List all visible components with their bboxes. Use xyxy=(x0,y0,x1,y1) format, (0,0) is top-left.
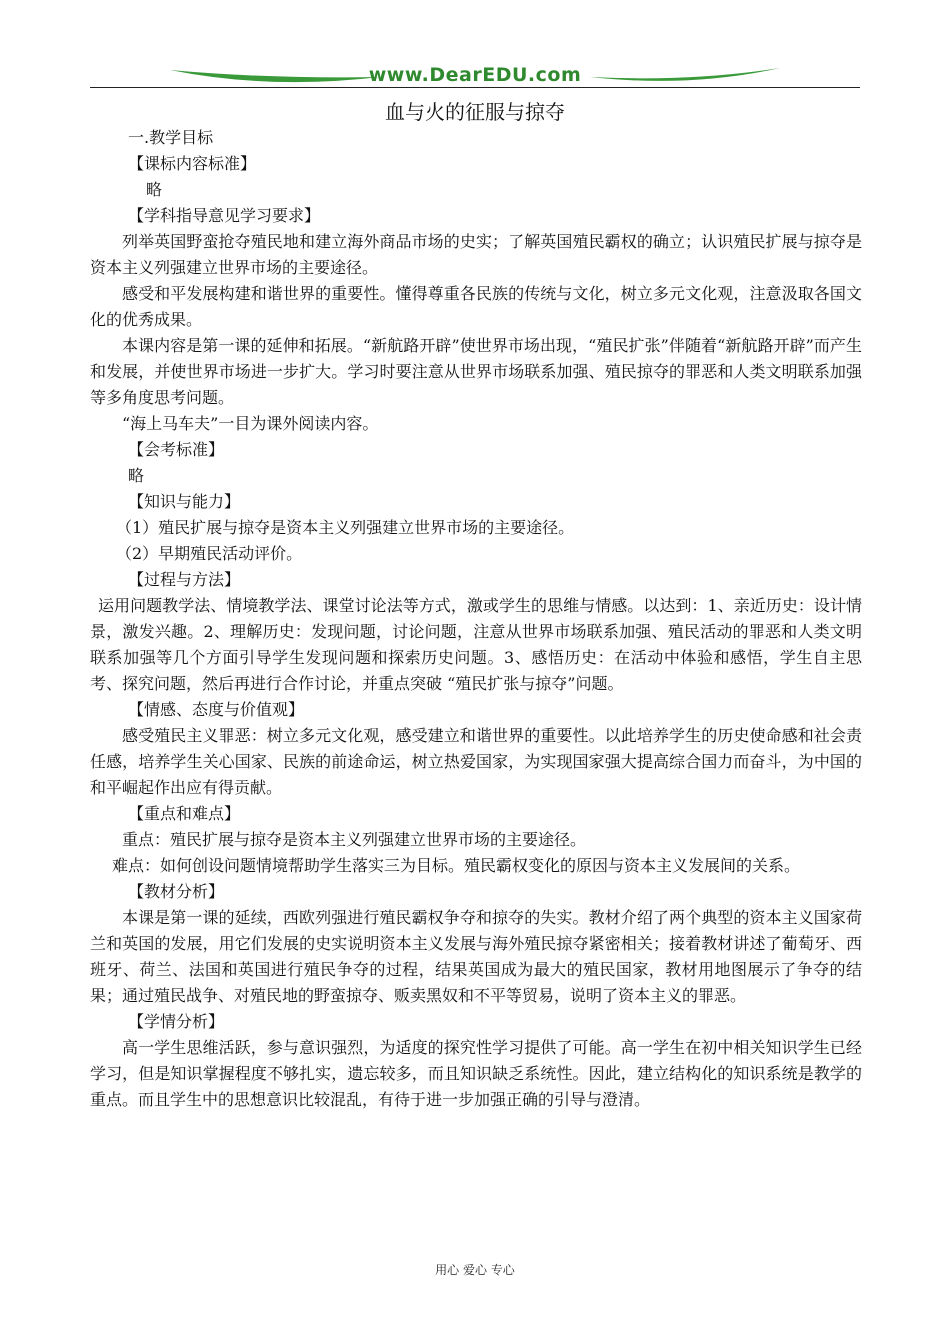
subheading: 【学科指导意见学习要求】 xyxy=(128,206,321,225)
paragraph: 列举英国野蛮抢夺殖民地和建立海外商品市场的史实；了解英国殖民霸权的确立；认识殖民扩展与掠夺是资本主义列强建立世界市场的主要途径。 xyxy=(90,232,862,277)
subheading: 【知识与能力】 xyxy=(128,492,241,511)
site-logo-text[interactable]: www.DearEDU.com xyxy=(368,64,582,86)
subheading: 【课标内容标准】 xyxy=(128,154,257,173)
paragraph: 感受殖民主义罪恶：树立多元文化观，感受建立和谐世界的重要性。以此培养学生的历史使命感和社会责任感，培养学生关心国家、民族的前途命运，树立热爱国家，为实现国家强大提高综合国力而奋斗，为中国的和平崛起作出应有得贡献。 xyxy=(90,726,862,797)
subheading: 【教材分析】 xyxy=(128,882,225,901)
subheading: 【重点和难点】 xyxy=(128,804,241,823)
paragraph: 略 xyxy=(146,180,163,199)
page-footer: 用心 爱心 专心 xyxy=(435,1263,515,1277)
paragraph: 高一学生思维活跃，参与意识强烈，为适度的探究性学习提供了可能。高一学生在初中相关知识学生已经学习，但是知识掌握程度不够扎实，遗忘较多，而且知识缺乏系统性。因此，建立结构化的知识系统是教学的重点。而且学生中的思想意识比较混乱，有待于进一步加强正确的引导与澄清。 xyxy=(90,1038,862,1109)
subheading: 【会考标准】 xyxy=(128,440,225,459)
document-title: 血与火的征服与掠夺 xyxy=(385,100,565,124)
list-item: （1）殖民扩展与掠夺是资本主义列强建立世界市场的主要途径。 xyxy=(116,518,575,537)
section-heading: 一.教学目标 xyxy=(128,128,214,147)
subheading: 【情感、态度与价值观】 xyxy=(128,700,305,719)
paragraph: 重点：殖民扩展与掠夺是资本主义列强建立世界市场的主要途径。 xyxy=(122,830,587,849)
document-body xyxy=(90,125,862,1113)
paragraph: 略 xyxy=(128,466,145,485)
paragraph: 感受和平发展构建和谐世界的重要性。懂得尊重各民族的传统与文化，树立多元文化观，注意汲取各国文化的优秀成果。 xyxy=(90,284,862,329)
subheading: 【过程与方法】 xyxy=(128,570,241,589)
paragraph: 本课是第一课的延续，西欧列强进行殖民霸权争夺和掠夺的失实。教材介绍了两个典型的资本主义国家荷兰和英国的发展，用它们发展的史实说明资本主义发展与海外殖民掠夺紧密相关；接着教材讲述了葡萄牙、西班牙、荷兰、法国和英国进行殖民争夺的过程，结果英国成为最大的殖民国家，教材用地图展示了争夺的结果；通过殖民战争、对殖民地的野蛮掠夺、贩卖黑奴和不平等贸易，说明了资本主义的罪恶。 xyxy=(90,908,862,1005)
subheading: 【学情分析】 xyxy=(128,1012,225,1031)
paragraph: 难点：如何创设问题情境帮助学生落实三为目标。殖民霸权变化的原因与资本主义发展间的关系。 xyxy=(112,856,801,875)
paragraph: 本课内容是第一课的延伸和拓展。“新航路开辟”使世界市场出现，“殖民扩张”伴随着“新航路开辟”而产生和发展，并使世界市场进一步扩大。学习时要注意从世界市场联系加强、殖民掠夺的罪恶和人类文明联系加强等多角度思考问题。 xyxy=(90,336,862,407)
paragraph: “海上马车夫”一目为课外阅读内容。 xyxy=(122,414,379,433)
header-rule xyxy=(90,87,860,88)
list-item: （2）早期殖民活动评价。 xyxy=(116,544,303,563)
paragraph: 运用问题教学法、情境教学法、课堂讨论法等方式，激或学生的思维与情感。以达到：1、亲近历史：设计情景，激发兴趣。2、理解历史：发现问题，讨论问题，注意从世界市场联系加强、殖民活动的罪恶和人类文明联系加强等几个方面引导学生发现问题和探索历史问题。3、感悟历史：在活动中体验和感悟，学生自主思考、探究问题，然后再进行合作讨论，并重点突破 “殖民扩张与掠夺”问题。 xyxy=(90,596,862,693)
